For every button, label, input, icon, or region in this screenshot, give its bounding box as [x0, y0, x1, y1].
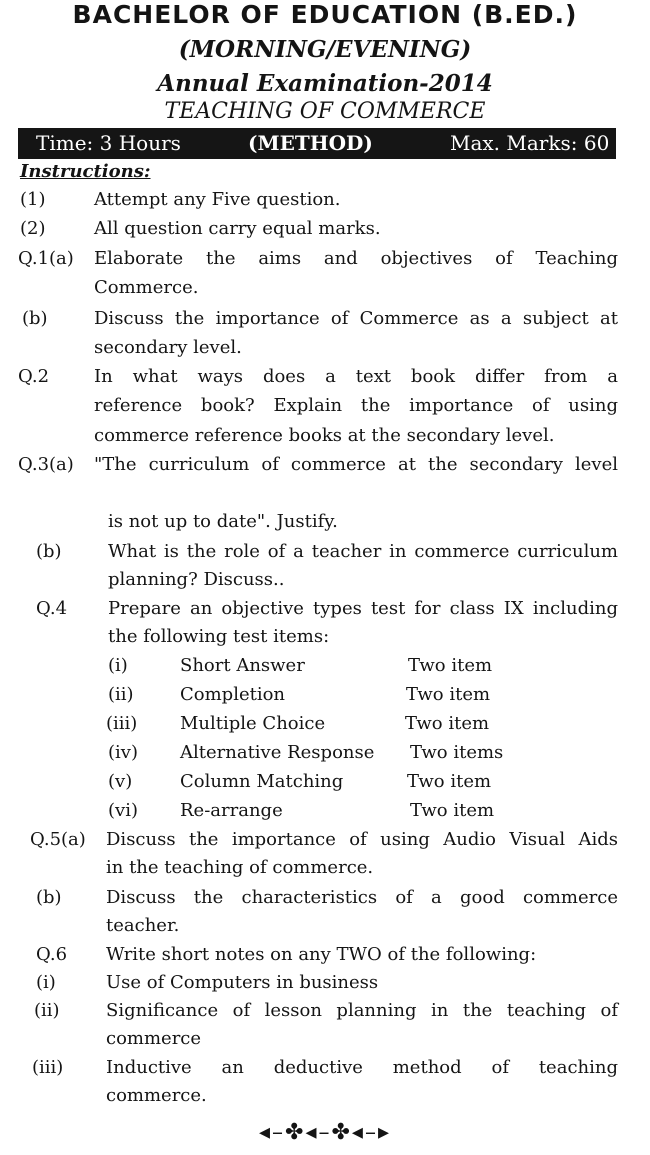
question-text: secondary level.: [94, 337, 242, 358]
question-text: Commerce.: [94, 277, 199, 298]
item-number: (iii): [106, 713, 138, 734]
item-text: commerce.: [106, 1085, 207, 1106]
instruction-text: All question carry equal marks.: [94, 218, 381, 239]
question-text: in the teaching of commerce.: [106, 857, 374, 878]
question-number: (b): [36, 887, 62, 908]
item-number: (i): [108, 655, 128, 676]
item-number: (ii): [108, 684, 134, 705]
question-text: the following test items:: [108, 626, 330, 647]
item-count: Two item: [405, 713, 490, 734]
question-number: Q.3(a): [18, 454, 74, 475]
question-text: Discuss the importance of Commerce as a subject at: [94, 308, 618, 329]
item-number: (v): [108, 771, 133, 792]
question-number: (b): [36, 541, 62, 562]
question-text: What is the role of a teacher in commerce curriculum: [108, 541, 618, 562]
question-text: In what ways does a text book differ from a: [94, 366, 618, 387]
subject-name: TEACHING OF COMMERCE: [164, 99, 486, 124]
end-ornament: ◂–✤◂–✤◂–▸: [258, 1120, 392, 1145]
instruction-text: Attempt any Five question.: [94, 189, 341, 210]
item-count: Two item: [410, 800, 495, 821]
question-text: Prepare an objective types test for class IX including: [108, 598, 618, 619]
item-text: Inductive an deductive method of teaching: [106, 1057, 618, 1078]
session-label: (MORNING/EVENING): [178, 36, 472, 63]
item-name: Completion: [180, 684, 286, 705]
item-count: Two item: [406, 684, 491, 705]
question-number: Q.1(a): [18, 248, 74, 269]
item-count: Two item: [408, 655, 493, 676]
item-number: (ii): [34, 1000, 60, 1021]
question-text: "The curriculum of commerce at the secondary level: [94, 454, 618, 475]
method-label: (METHOD): [248, 131, 373, 155]
time-label: Time: 3 Hours: [36, 131, 181, 155]
question-text: Elaborate the aims and objectives of Teaching: [94, 248, 618, 269]
item-number: (iii): [32, 1057, 64, 1078]
item-text: commerce: [106, 1028, 202, 1049]
item-count: Two items: [410, 742, 504, 763]
item-name: Short Answer: [180, 655, 305, 676]
max-marks-label: Max. Marks: 60: [450, 131, 610, 155]
question-number: (b): [22, 308, 48, 329]
item-number: (vi): [108, 800, 138, 821]
item-count: Two item: [407, 771, 492, 792]
item-number: (iv): [108, 742, 138, 763]
question-number: Q.6: [36, 944, 68, 965]
item-name: Column Matching: [180, 771, 344, 792]
instruction-number: (2): [20, 218, 46, 239]
exam-title: BACHELOR OF EDUCATION (B.ED.): [72, 0, 578, 29]
question-number: Q.2: [18, 366, 50, 387]
question-text: is not up to date". Justify.: [108, 511, 338, 532]
question-text: teacher.: [106, 915, 180, 936]
item-text: Significance of lesson planning in the teaching of: [106, 1000, 618, 1021]
exam-name: Annual Examination-2014: [157, 70, 493, 97]
question-text: reference book? Explain the importance of using: [94, 395, 618, 416]
instructions-heading: Instructions:: [20, 161, 151, 182]
question-text: planning? Discuss..: [108, 569, 285, 590]
question-number: Q.4: [36, 598, 68, 619]
item-name: Alternative Response: [180, 742, 375, 763]
item-name: Multiple Choice: [180, 713, 326, 734]
item-name: Re-arrange: [180, 800, 283, 821]
item-text: Use of Computers in business: [106, 972, 379, 993]
info-bar: [18, 128, 616, 159]
question-text: Discuss the importance of using Audio Visual Aids: [106, 829, 618, 850]
item-number: (i): [36, 972, 56, 993]
instruction-number: (1): [20, 189, 46, 210]
question-text: commerce reference books at the secondary level.: [94, 425, 555, 446]
question-text: Discuss the characteristics of a good commerce: [106, 887, 618, 908]
question-text: Write short notes on any TWO of the following:: [106, 944, 537, 965]
question-number: Q.5(a): [30, 829, 86, 850]
